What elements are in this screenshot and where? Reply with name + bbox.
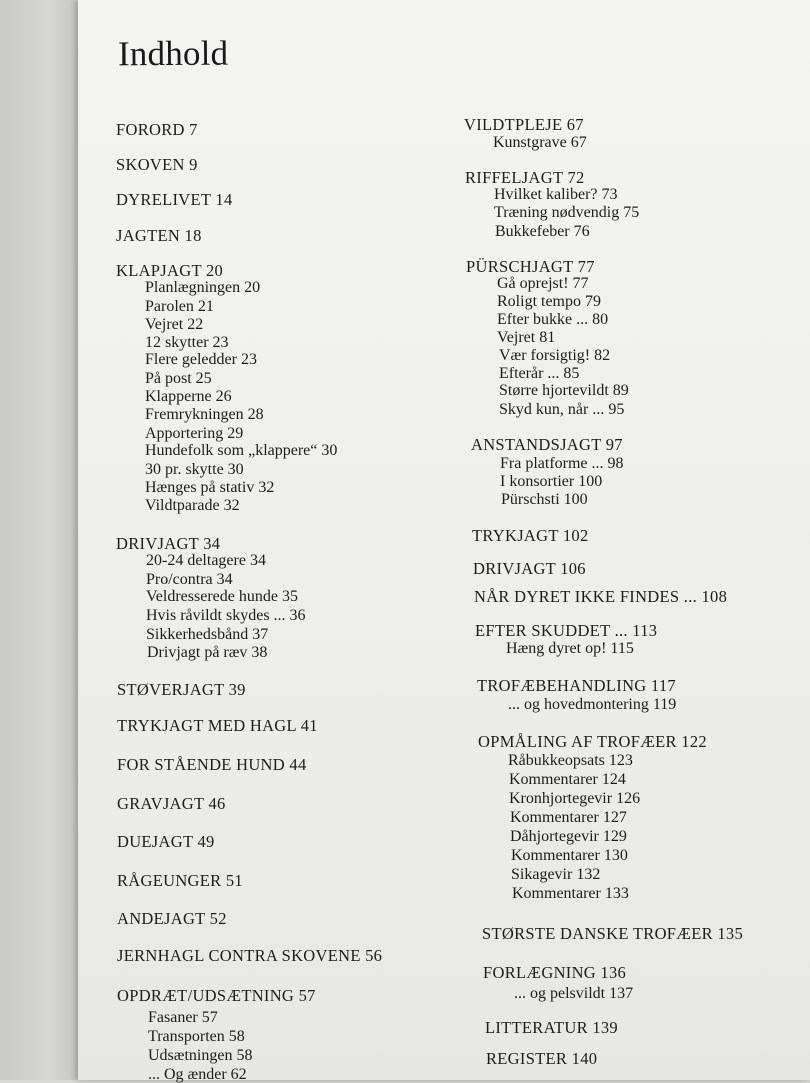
toc-chapter-efter-skuddet-113: EFTER SKUDDET ... 113 (475, 621, 658, 640)
toc-subsection-efterår-85: Efterår ... 85 (499, 365, 580, 382)
toc-chapter-trykjagt-102: TRYKJAGT 102 (472, 526, 589, 545)
toc-subsection-20-24-deltagere-34: 20-24 deltagere 34 (146, 552, 266, 569)
toc-chapter-duejagt-49: DUEJAGT 49 (117, 832, 215, 851)
toc-subsection-fasaner-57: Fasaner 57 (148, 1009, 218, 1026)
toc-subsection-kommentarer-124: Kommentarer 124 (509, 771, 626, 788)
toc-subsection-veldresserede-hunde-35: Veldresserede hunde 35 (146, 588, 298, 605)
toc-subsection-pürschsti-100: Pürschsti 100 (501, 491, 588, 508)
toc-chapter-andejagt-52: ANDEJAGT 52 (117, 909, 227, 928)
toc-subsection-fremrykningen-28: Fremrykningen 28 (145, 406, 264, 423)
toc-subsection-transporten-58: Transporten 58 (148, 1028, 245, 1045)
toc-subsection-dåhjortegevir-129: Dåhjortegevir 129 (510, 828, 627, 845)
toc-subsection-i-konsortier-100: I konsortier 100 (500, 473, 603, 490)
toc-subsection-kommentarer-130: Kommentarer 130 (511, 847, 628, 864)
toc-subsection-flere-geledder-23: Flere geledder 23 (145, 351, 257, 368)
toc-subsection-og-ænder-62: ... Og ænder 62 (148, 1066, 247, 1083)
toc-chapter-litteratur-139: LITTERATUR 139 (485, 1018, 618, 1037)
toc-chapter-største-danske-trofæer-135: STØRSTE DANSKE TROFÆER 135 (482, 924, 743, 943)
toc-subsection-og-hovedmontering-119: ... og hovedmontering 119 (508, 696, 677, 713)
toc-subsection-hvis-råvildt-skydes-36: Hvis råvildt skydes ... 36 (146, 607, 306, 624)
toc-chapter-opmåling-af-trofæer-122: OPMÅLING AF TROFÆER 122 (478, 732, 707, 751)
toc-chapter-trofæbehandling-117: TROFÆBEHANDLING 117 (477, 676, 676, 695)
toc-subsection-parolen-21: Parolen 21 (145, 298, 214, 315)
toc-subsection-kunstgrave-67: Kunstgrave 67 (493, 134, 587, 151)
toc-subsection-på-post-25: På post 25 (145, 370, 212, 387)
toc-subsection-kommentarer-133: Kommentarer 133 (512, 885, 629, 902)
toc-subsection-kronhjortegevir-126: Kronhjortegevir 126 (509, 790, 641, 807)
toc-chapter-vildtpleje-67: VILDTPLEJE 67 (464, 115, 584, 134)
toc-chapter-jagten-18: JAGTEN 18 (116, 226, 202, 245)
toc-subsection-råbukkeopsats-123: Råbukkeopsats 123 (508, 752, 633, 769)
toc-chapter-anstandsjagt-97: ANSTANDSJAGT 97 (471, 435, 623, 454)
toc-chapter-register-140: REGISTER 140 (486, 1049, 598, 1068)
toc-subsection-vejret-22: Vejret 22 (145, 316, 204, 333)
toc-chapter-dyrelivet-14: DYRELIVET 14 (116, 190, 233, 209)
toc-chapter-støverjagt-39: STØVERJAGT 39 (117, 680, 246, 699)
toc-chapter-klapjagt-20: KLAPJAGT 20 (116, 261, 224, 280)
toc-chapter-for-stående-hund-44: FOR STÅENDE HUND 44 (117, 755, 307, 774)
toc-chapter-drivjagt-34: DRIVJAGT 34 (116, 534, 221, 553)
toc-subsection-roligt-tempo-79: Roligt tempo 79 (497, 293, 601, 310)
toc-chapter-jernhagl-contra-skovene-56: JERNHAGL CONTRA SKOVENE 56 (117, 946, 383, 965)
toc-subsection-gå-oprejst-77: Gå oprejst! 77 (497, 275, 589, 292)
toc-subsection-fra-platforme-98: Fra platforme ... 98 (500, 455, 624, 472)
toc-subsection-skyd-kun-når-95: Skyd kun, når ... 95 (499, 401, 625, 418)
toc-subsection-vejret-81: Vejret 81 (497, 329, 556, 346)
toc-subsection-vildtparade-32: Vildtparade 32 (145, 497, 240, 514)
toc-chapter-forlægning-136: FORLÆGNING 136 (483, 963, 627, 982)
toc-subsection-hundefolk-som-klappere-30: Hundefolk som „klappere“ 30 (145, 442, 338, 459)
toc-subsection-sikkerhedsbånd-37: Sikkerhedsbånd 37 (146, 626, 269, 643)
toc-subsection-bukkefeber-76: Bukkefeber 76 (495, 223, 590, 240)
toc-subsection-kommentarer-127: Kommentarer 127 (510, 809, 627, 826)
toc-subsection-12-skytter-23: 12 skytter 23 (145, 334, 229, 351)
toc-subsection-planlægningen-20: Planlægningen 20 (145, 279, 261, 296)
toc-subsection-hvilket-kaliber-73: Hvilket kaliber? 73 (494, 186, 618, 203)
toc-subsection-efter-bukke-80: Efter bukke ... 80 (497, 311, 609, 328)
toc-chapter-trykjagt-med-hagl-41: TRYKJAGT MED HAGL 41 (117, 716, 318, 735)
toc-chapter-når-dyret-ikke-findes-108: NÅR DYRET IKKE FINDES ... 108 (474, 587, 728, 606)
toc-subsection-større-hjortevildt-89: Større hjortevildt 89 (499, 382, 629, 399)
toc-chapter-gravjagt-46: GRAVJAGT 46 (117, 794, 226, 813)
toc-chapter-opdræt-udsætning-57: OPDRÆT/UDSÆTNING 57 (117, 986, 316, 1005)
toc-subsection-træning-nødvendig-75: Træning nødvendig 75 (494, 204, 640, 221)
toc-subsection-vær-forsigtig-82: Vær forsigtig! 82 (499, 347, 611, 364)
toc-subsection-apportering-29: Apportering 29 (145, 425, 244, 442)
toc-chapter-pürschjagt-77: PÜRSCHJAGT 77 (466, 257, 595, 276)
toc-chapter-forord-7: FORORD 7 (116, 120, 198, 139)
toc-subsection-30-pr-skytte-30: 30 pr. skytte 30 (145, 461, 244, 478)
toc-subsection-udsætningen-58: Udsætningen 58 (148, 1047, 253, 1064)
toc-chapter-drivjagt-106: DRIVJAGT 106 (473, 559, 586, 578)
toc-chapter-riffeljagt-72: RIFFELJAGT 72 (465, 168, 585, 187)
toc-subsection-pro-contra-34: Pro/contra 34 (146, 571, 233, 588)
toc-subsection-drivjagt-på-ræv-38: Drivjagt på ræv 38 (147, 644, 268, 661)
toc-subsection-sikagevir-132: Sikagevir 132 (511, 866, 601, 883)
toc-subsection-og-pelsvildt-137: ... og pelsvildt 137 (514, 985, 634, 1002)
toc-subsection-hænges-på-stativ-32: Hænges på stativ 32 (145, 479, 275, 496)
page-title: Indhold (117, 33, 229, 74)
toc-subsection-hæng-dyret-op-115: Hæng dyret op! 115 (506, 640, 634, 657)
toc-chapter-skoven-9: SKOVEN 9 (116, 155, 198, 174)
toc-chapter-rågeunger-51: RÅGEUNGER 51 (117, 871, 243, 890)
toc-subsection-klapperne-26: Klapperne 26 (145, 388, 232, 405)
